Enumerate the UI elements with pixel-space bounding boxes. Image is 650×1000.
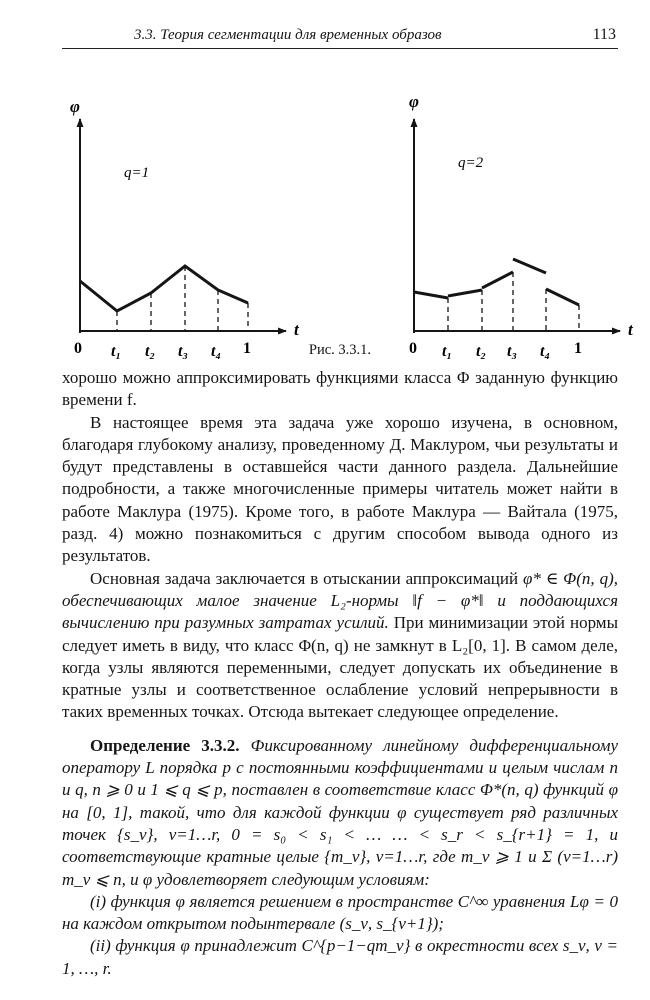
paragraph-3 — [62, 568, 618, 724]
page-number: 113 — [592, 26, 616, 43]
paragraph-3-start: Основная задача заключается в отыскании аппроксимаций — [90, 568, 523, 588]
left-tick-0: 0 — [74, 340, 82, 357]
book-page — [62, 22, 633, 980]
left-y-label: φ — [70, 97, 80, 116]
left-node-lines — [117, 266, 248, 331]
figure-caption: Рис. 3.3.1. — [308, 342, 372, 358]
paragraph-3-emphasis: φ* ∈ Φ(n, q), обеспечивающих малое значение L₂-нормы ‖f − φ*‖ и поддающихся вычислению при разумных затратах усилий. — [62, 568, 618, 633]
left-curve — [80, 266, 248, 311]
figure-plots — [38, 49, 636, 369]
right-y-label: φ — [409, 92, 419, 111]
running-head — [62, 22, 618, 49]
right-x-label: t — [628, 320, 633, 339]
right-curve — [414, 259, 579, 305]
condition-i: (i) функция φ является решением в пространстве C^∞ уравнения Lφ = 0 на каждом открытом подынтервале (s_ν, s_{ν+1}); — [62, 891, 618, 934]
right-panel — [409, 92, 634, 360]
definition-label: Определение 3.3.2. — [90, 735, 240, 755]
right-tick-t1: t₁ — [442, 343, 453, 360]
right-tick-t4: t₄ — [540, 343, 551, 360]
left-x-label: t — [294, 320, 299, 339]
left-tick-t4: t₄ — [211, 343, 222, 360]
left-panel — [70, 97, 300, 360]
left-tick-1: 1 — [243, 340, 251, 357]
left-q-label: q=1 — [124, 165, 150, 181]
right-q-label: q=2 — [458, 155, 484, 171]
section-title: 3.3. Теория сегментации для временных образов — [134, 27, 442, 43]
right-tick-t2: t₂ — [476, 343, 487, 360]
left-tick-t3: t₃ — [178, 343, 189, 360]
definition-text: Фиксированному линейному дифференциальному оператору L порядка p с постоянными коэффициентами и целым числам n и q, n ⩾ 0 и 1 ⩽ q ⩽ p, поставлен в соответствие класс Φ*(n, q) функций φ на [0, 1], такой, что для каждой функции φ существует ряд различных точек {s_ν}, ν=1…r, 0 = s₀ < s₁ < … … < s_r < s_{r+1} = 1, и соответствующие кратные целые {m_ν}, ν=1…r, где m_ν ⩾ 1 и Σ (ν=1…r) m_ν ⩽ n, и φ удовлетворяет следующим условиям: — [62, 735, 618, 889]
right-tick-1: 1 — [574, 340, 582, 357]
right-tick-t3: t₃ — [507, 343, 518, 360]
condition-ii: (ii) функция φ принадлежит C^{p−1−qm_ν} в окрестности всех s_ν, ν = 1, …, r. — [62, 936, 618, 978]
body-text — [62, 367, 618, 980]
paragraph-3-end: При минимизации этой нормы следует иметь в виду, что класс Φ(n, q) не замкнут в L₂[0, 1]. В самом деле, когда узлы являются переменными, следует допускать их объединение в кратные узлы и соответственное ослабление условий непрерывности в таких временных точках. Отсюда вытекает следующее определение. — [62, 613, 618, 722]
paragraph-2: В настоящее время эта задача уже хорошо изучена, в основном, благодаря глубокому анализу, проведенному Д. Маклуром, чьи результаты и будут представлены в оставшейся части данного раздела. Дальнейшие подробности, а также многочисленные примеры читатель может найти в работе Маклура (1975). Кроме того, в работе Маклура — Вайтала (1975, разд. 4) можно познакомиться с другим способом вывода одного из результатов. — [62, 412, 618, 566]
left-tick-t2: t₂ — [145, 343, 156, 360]
right-node-lines — [448, 272, 579, 331]
right-tick-0: 0 — [409, 340, 417, 357]
paragraph-1: хорошо можно аппроксимировать функциями класса Φ заданную функцию времени f. — [62, 368, 618, 410]
left-tick-t1: t₁ — [111, 343, 122, 360]
figure-3-3-1 — [62, 49, 633, 367]
definition-3-3-2 — [62, 735, 618, 891]
